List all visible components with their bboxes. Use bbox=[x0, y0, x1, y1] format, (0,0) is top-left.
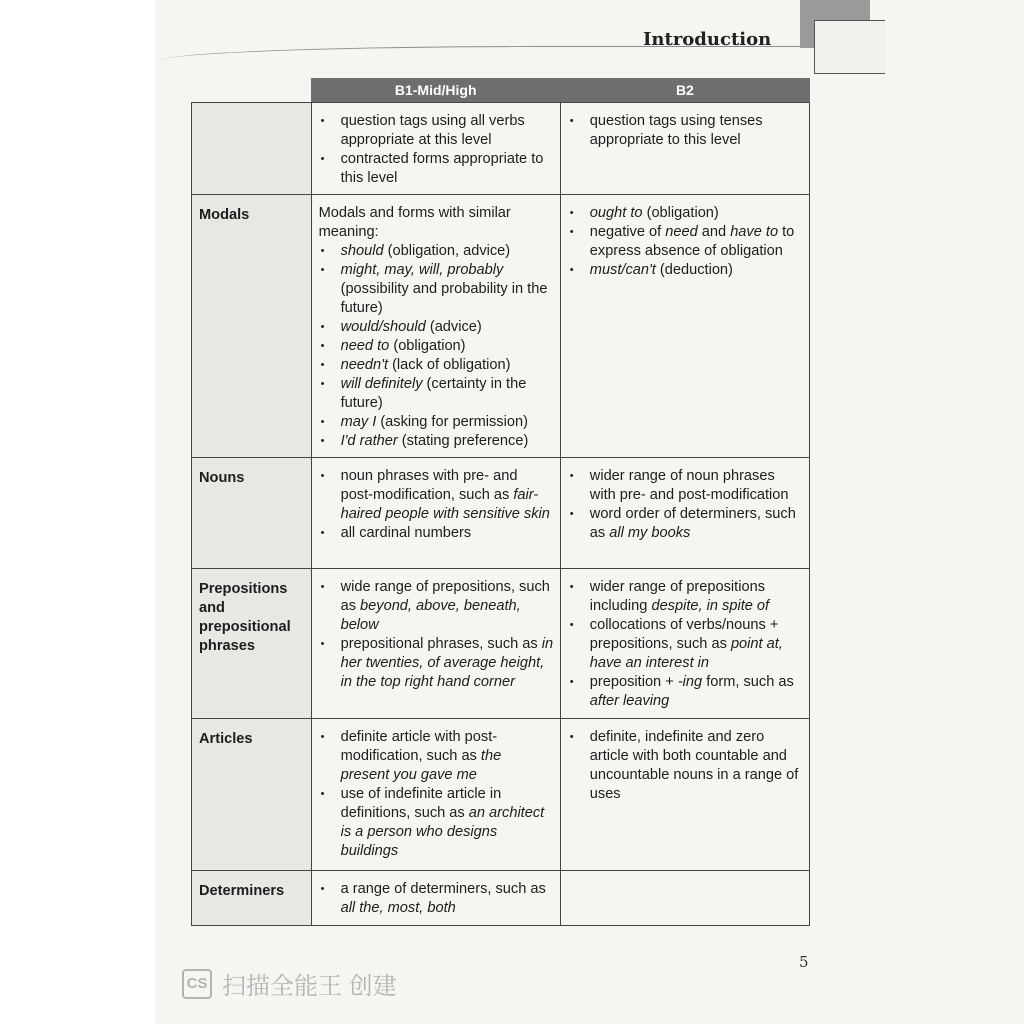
list-item bbox=[568, 578, 803, 616]
item-text bbox=[341, 785, 554, 861]
example-text: beyond, above, beneath, below bbox=[340, 598, 521, 633]
item-text bbox=[590, 467, 803, 505]
item-text bbox=[590, 261, 733, 280]
cell-b1 bbox=[311, 719, 560, 871]
list-item bbox=[319, 413, 554, 432]
text-segment: (deduction) bbox=[655, 262, 733, 278]
item-text bbox=[590, 616, 803, 673]
bullet-icon: • bbox=[320, 115, 325, 127]
bullet-icon: • bbox=[569, 470, 574, 482]
list-item bbox=[319, 578, 554, 635]
row-label: Modals bbox=[192, 195, 312, 458]
item-text bbox=[319, 204, 554, 242]
example-text: fair-haired people with sensitive skin bbox=[340, 487, 550, 522]
table-row bbox=[192, 871, 810, 926]
list-item bbox=[568, 204, 803, 223]
example-text: after leaving bbox=[589, 693, 670, 709]
list-item bbox=[319, 635, 554, 692]
bullet-icon: • bbox=[320, 638, 325, 650]
example-text: the present you gave me bbox=[340, 748, 502, 783]
watermark bbox=[182, 966, 397, 1001]
text-segment: all cardinal numbers bbox=[340, 525, 472, 541]
example-text: should bbox=[340, 243, 384, 259]
table-row bbox=[192, 103, 810, 195]
bullet-icon: • bbox=[569, 619, 574, 631]
text-segment: noun phrases with pre- and post-modification, such as bbox=[340, 468, 518, 503]
list-item bbox=[568, 728, 803, 804]
list-item bbox=[319, 880, 554, 918]
example-text: needn't bbox=[340, 357, 389, 373]
item-text bbox=[341, 150, 554, 188]
bullet-icon: • bbox=[320, 470, 325, 482]
example-text: have to bbox=[730, 224, 779, 240]
example-text: ought to bbox=[589, 205, 643, 221]
text-segment: question tags using tenses appropriate to this level bbox=[589, 113, 763, 148]
table-row bbox=[192, 719, 810, 871]
list-item bbox=[568, 112, 803, 150]
bullet-icon: • bbox=[569, 581, 574, 593]
cell-b2 bbox=[560, 569, 809, 719]
list-item bbox=[319, 375, 554, 413]
bullet-icon: • bbox=[320, 359, 325, 371]
item-text bbox=[341, 524, 472, 543]
table-row bbox=[192, 195, 810, 458]
bullet-icon: • bbox=[320, 378, 325, 390]
list-item bbox=[568, 467, 803, 505]
example-text: need to bbox=[340, 338, 390, 354]
text-segment: wider range of noun phrases with pre- and post-modification bbox=[589, 468, 789, 503]
header-blank bbox=[192, 78, 312, 103]
row-label bbox=[192, 103, 312, 195]
item-text bbox=[590, 112, 803, 150]
bullet-icon: • bbox=[569, 508, 574, 520]
cell-b2 bbox=[560, 458, 809, 569]
list-item bbox=[319, 112, 554, 150]
text-segment: collocations of verbs/nouns + prepositions, such as bbox=[589, 617, 779, 652]
item-text bbox=[341, 728, 554, 785]
item-text bbox=[341, 432, 529, 451]
bullet-icon: • bbox=[569, 115, 574, 127]
text-segment: use of indefinite article in definitions, such as bbox=[340, 786, 502, 821]
text-segment: question tags using all verbs appropriate at this level bbox=[340, 113, 525, 148]
text-segment: (advice) bbox=[425, 319, 482, 335]
bullet-icon: • bbox=[569, 676, 574, 688]
text-segment: definite article with post-modification, such as bbox=[340, 729, 498, 764]
text-segment: Modals and forms with similar meaning: bbox=[318, 205, 511, 240]
list-item bbox=[319, 337, 554, 356]
item-text bbox=[341, 413, 528, 432]
bullet-icon: • bbox=[320, 581, 325, 593]
example-text: might, may, will, probably bbox=[340, 262, 504, 278]
list-item bbox=[319, 432, 554, 451]
cell-b2 bbox=[560, 103, 809, 195]
text-segment: (obligation, advice) bbox=[383, 243, 511, 259]
example-text: may I bbox=[340, 414, 377, 430]
list-item bbox=[319, 242, 554, 261]
column-header-b1: B1-Mid/High bbox=[311, 78, 560, 103]
text-segment: and bbox=[697, 224, 731, 240]
item-text bbox=[341, 375, 554, 413]
item-text bbox=[341, 261, 554, 318]
cell-b2 bbox=[560, 195, 809, 458]
page-edge-box bbox=[814, 20, 885, 74]
list-item bbox=[319, 204, 554, 242]
text-segment: (stating preference) bbox=[397, 433, 529, 449]
bullet-icon: • bbox=[320, 435, 325, 447]
item-text bbox=[341, 635, 554, 692]
cell-b2 bbox=[560, 719, 809, 871]
item-text bbox=[341, 337, 466, 356]
example-text: would/should bbox=[340, 319, 426, 335]
text-segment: wider range of prepositions including bbox=[589, 579, 766, 614]
text-segment: (obligation) bbox=[642, 205, 719, 221]
bullet-icon: • bbox=[320, 264, 325, 276]
list-item bbox=[568, 261, 803, 280]
list-item bbox=[319, 150, 554, 188]
text-segment: form, such as bbox=[702, 674, 794, 690]
list-item bbox=[319, 785, 554, 861]
example-text: all the, most, both bbox=[340, 900, 456, 916]
row-label: Articles bbox=[192, 719, 312, 871]
row-label: Nouns bbox=[192, 458, 312, 569]
bullet-icon: • bbox=[320, 340, 325, 352]
table-row bbox=[192, 458, 810, 569]
example-text: I'd rather bbox=[340, 433, 398, 449]
item-text bbox=[341, 356, 511, 375]
item-text bbox=[341, 467, 554, 524]
item-text bbox=[590, 505, 803, 543]
list-item bbox=[568, 616, 803, 673]
bullet-icon: • bbox=[569, 207, 574, 219]
camscanner-logo-icon: CS bbox=[182, 969, 212, 999]
bullet-icon: • bbox=[320, 731, 325, 743]
bullet-icon: • bbox=[569, 264, 574, 276]
item-text bbox=[341, 318, 482, 337]
text-segment: contracted forms appropriate to this level bbox=[340, 151, 544, 186]
item-text bbox=[590, 578, 803, 616]
text-segment: (lack of obligation) bbox=[388, 357, 511, 373]
text-segment: definite, indefinite and zero article with both countable and uncountable nouns in a range of uses bbox=[589, 729, 799, 802]
row-label: Determiners bbox=[192, 871, 312, 926]
text-segment: word order of determiners, such as bbox=[589, 506, 796, 541]
bullet-icon: • bbox=[320, 321, 325, 333]
item-text bbox=[590, 204, 719, 223]
text-segment: a range of determiners, such as bbox=[340, 881, 546, 897]
text-segment: prepositional phrases, such as bbox=[340, 636, 542, 652]
bullet-icon: • bbox=[569, 226, 574, 238]
bullet-icon: • bbox=[320, 245, 325, 257]
bullet-icon: • bbox=[320, 153, 325, 165]
example-text: point at, have an interest in bbox=[589, 636, 783, 671]
table-row bbox=[192, 569, 810, 719]
list-item bbox=[319, 467, 554, 524]
item-text bbox=[341, 578, 554, 635]
column-header-b2: B2 bbox=[560, 78, 809, 103]
list-item bbox=[319, 261, 554, 318]
text-segment: (asking for permission) bbox=[376, 414, 528, 430]
text-segment: negative of bbox=[589, 224, 666, 240]
bullet-icon: • bbox=[320, 788, 325, 800]
cell-b1 bbox=[311, 458, 560, 569]
text-segment: wide range of prepositions, such as bbox=[340, 579, 550, 614]
list-item bbox=[319, 356, 554, 375]
example-text: must/can't bbox=[589, 262, 656, 278]
bullet-icon: • bbox=[320, 883, 325, 895]
example-text: in her twenties, of average height, in the top right hand corner bbox=[340, 636, 554, 690]
example-text: all my books bbox=[609, 525, 691, 541]
list-item bbox=[568, 505, 803, 543]
cell-b2 bbox=[560, 871, 809, 926]
cell-b1 bbox=[311, 871, 560, 926]
cell-b1 bbox=[311, 195, 560, 458]
bullet-icon: • bbox=[320, 527, 325, 539]
example-text: will definitely bbox=[340, 376, 423, 392]
item-text bbox=[590, 223, 803, 261]
section-title: Introduction bbox=[643, 29, 772, 50]
item-text bbox=[590, 673, 803, 711]
list-item bbox=[319, 524, 554, 543]
text-segment: (certainty in the future) bbox=[340, 376, 527, 411]
text-segment: (possibility and probability in the future) bbox=[340, 281, 548, 316]
list-item bbox=[319, 728, 554, 785]
bullet-icon: • bbox=[569, 731, 574, 743]
row-label: Prepositions and prepositional phrases bbox=[192, 569, 312, 719]
example-text: -ing bbox=[677, 674, 703, 690]
item-text bbox=[590, 728, 803, 804]
item-text bbox=[341, 112, 554, 150]
list-item bbox=[568, 223, 803, 261]
page-number: 5 bbox=[799, 953, 809, 971]
watermark-text: 扫描全能王 创建 bbox=[222, 973, 397, 1000]
list-item bbox=[319, 318, 554, 337]
bullet-icon: • bbox=[320, 416, 325, 428]
example-text: an architect is a person who designs buildings bbox=[340, 805, 545, 859]
list-item bbox=[568, 673, 803, 711]
example-text: despite, in spite of bbox=[651, 598, 770, 614]
example-text: need bbox=[665, 224, 698, 240]
cell-b1 bbox=[311, 103, 560, 195]
item-text bbox=[341, 880, 554, 918]
text-segment: to express absence of obligation bbox=[589, 224, 795, 259]
item-text bbox=[341, 242, 511, 261]
grammar-table bbox=[191, 78, 810, 926]
cell-b1 bbox=[311, 569, 560, 719]
text-segment: (obligation) bbox=[389, 338, 466, 354]
text-segment: preposition + bbox=[589, 674, 678, 690]
